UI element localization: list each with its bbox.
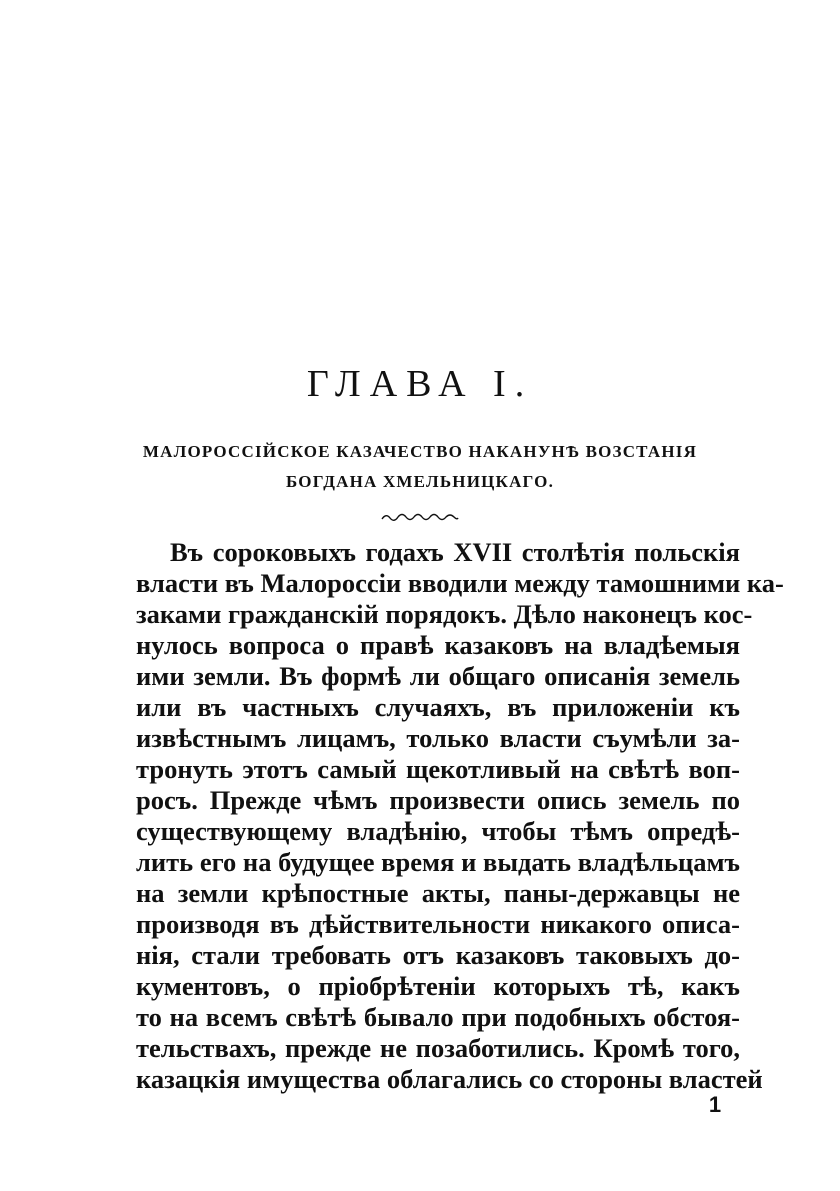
text-line: нія, стали требовать отъ казаковъ таковыхъ до- [136,940,740,970]
text-line: заками гражданскій порядокъ. Дѣло наконецъ кос- [136,599,753,629]
text-line: власти въ Малороссіи вводили между тамошними ка- [136,568,784,598]
text-line: ими земли. Въ формѣ ли общаго описанія земель [136,661,740,691]
text-line: казацкія имущества облагались со стороны властей [136,1064,763,1094]
text-line: лить его на будущее время и выдать владѣльцамъ [136,847,740,877]
text-line: или въ частныхъ случаяхъ, въ приложеніи къ [136,692,740,722]
text-line: извѣстнымъ лицамъ, только власти съумѣли за- [136,723,740,753]
text-line: нулось вопроса о правѣ казаковъ на владѣемыя [136,630,740,660]
text-line: производя въ дѣйствительности никакого описа- [136,909,740,939]
text-line: кументовъ, о пріобрѣтеніи которыхъ тѣ, какъ [136,971,740,1001]
page-number: 1 [708,1092,722,1117]
chapter-title: ГЛАВА I. [306,363,534,405]
text-line: росъ. Прежде чѣмъ произвести опись земель по [136,785,740,815]
text-line: тельствахъ, прежде не позаботились. Кромѣ того, [136,1033,740,1063]
chapter-subtitle-line-2: БОГДАНА ХМЕЛЬНИЦКАГО. [285,472,555,491]
text-line: Въ сороковыхъ годахъ XVII столѣтія польскія [170,537,740,567]
text-line: на земли крѣпостные акты, паны-державцы не [136,878,740,908]
text-line: тронуть этотъ самый щекотливый на свѣтѣ воп- [136,754,740,784]
text-line: существующему владѣнію, чтобы тѣмъ опредѣ- [136,816,740,846]
body-text [136,537,784,1095]
chapter-subtitle-line-1: МАЛОРОССІЙСКОЕ КАЗАЧЕСТВО НАКАНУНѢ ВОЗСТАНІЯ [142,442,698,461]
text-line: то на всемъ свѣтѣ бывало при подобныхъ обстоя- [136,1002,740,1032]
wavy-divider-ornament [380,510,460,524]
